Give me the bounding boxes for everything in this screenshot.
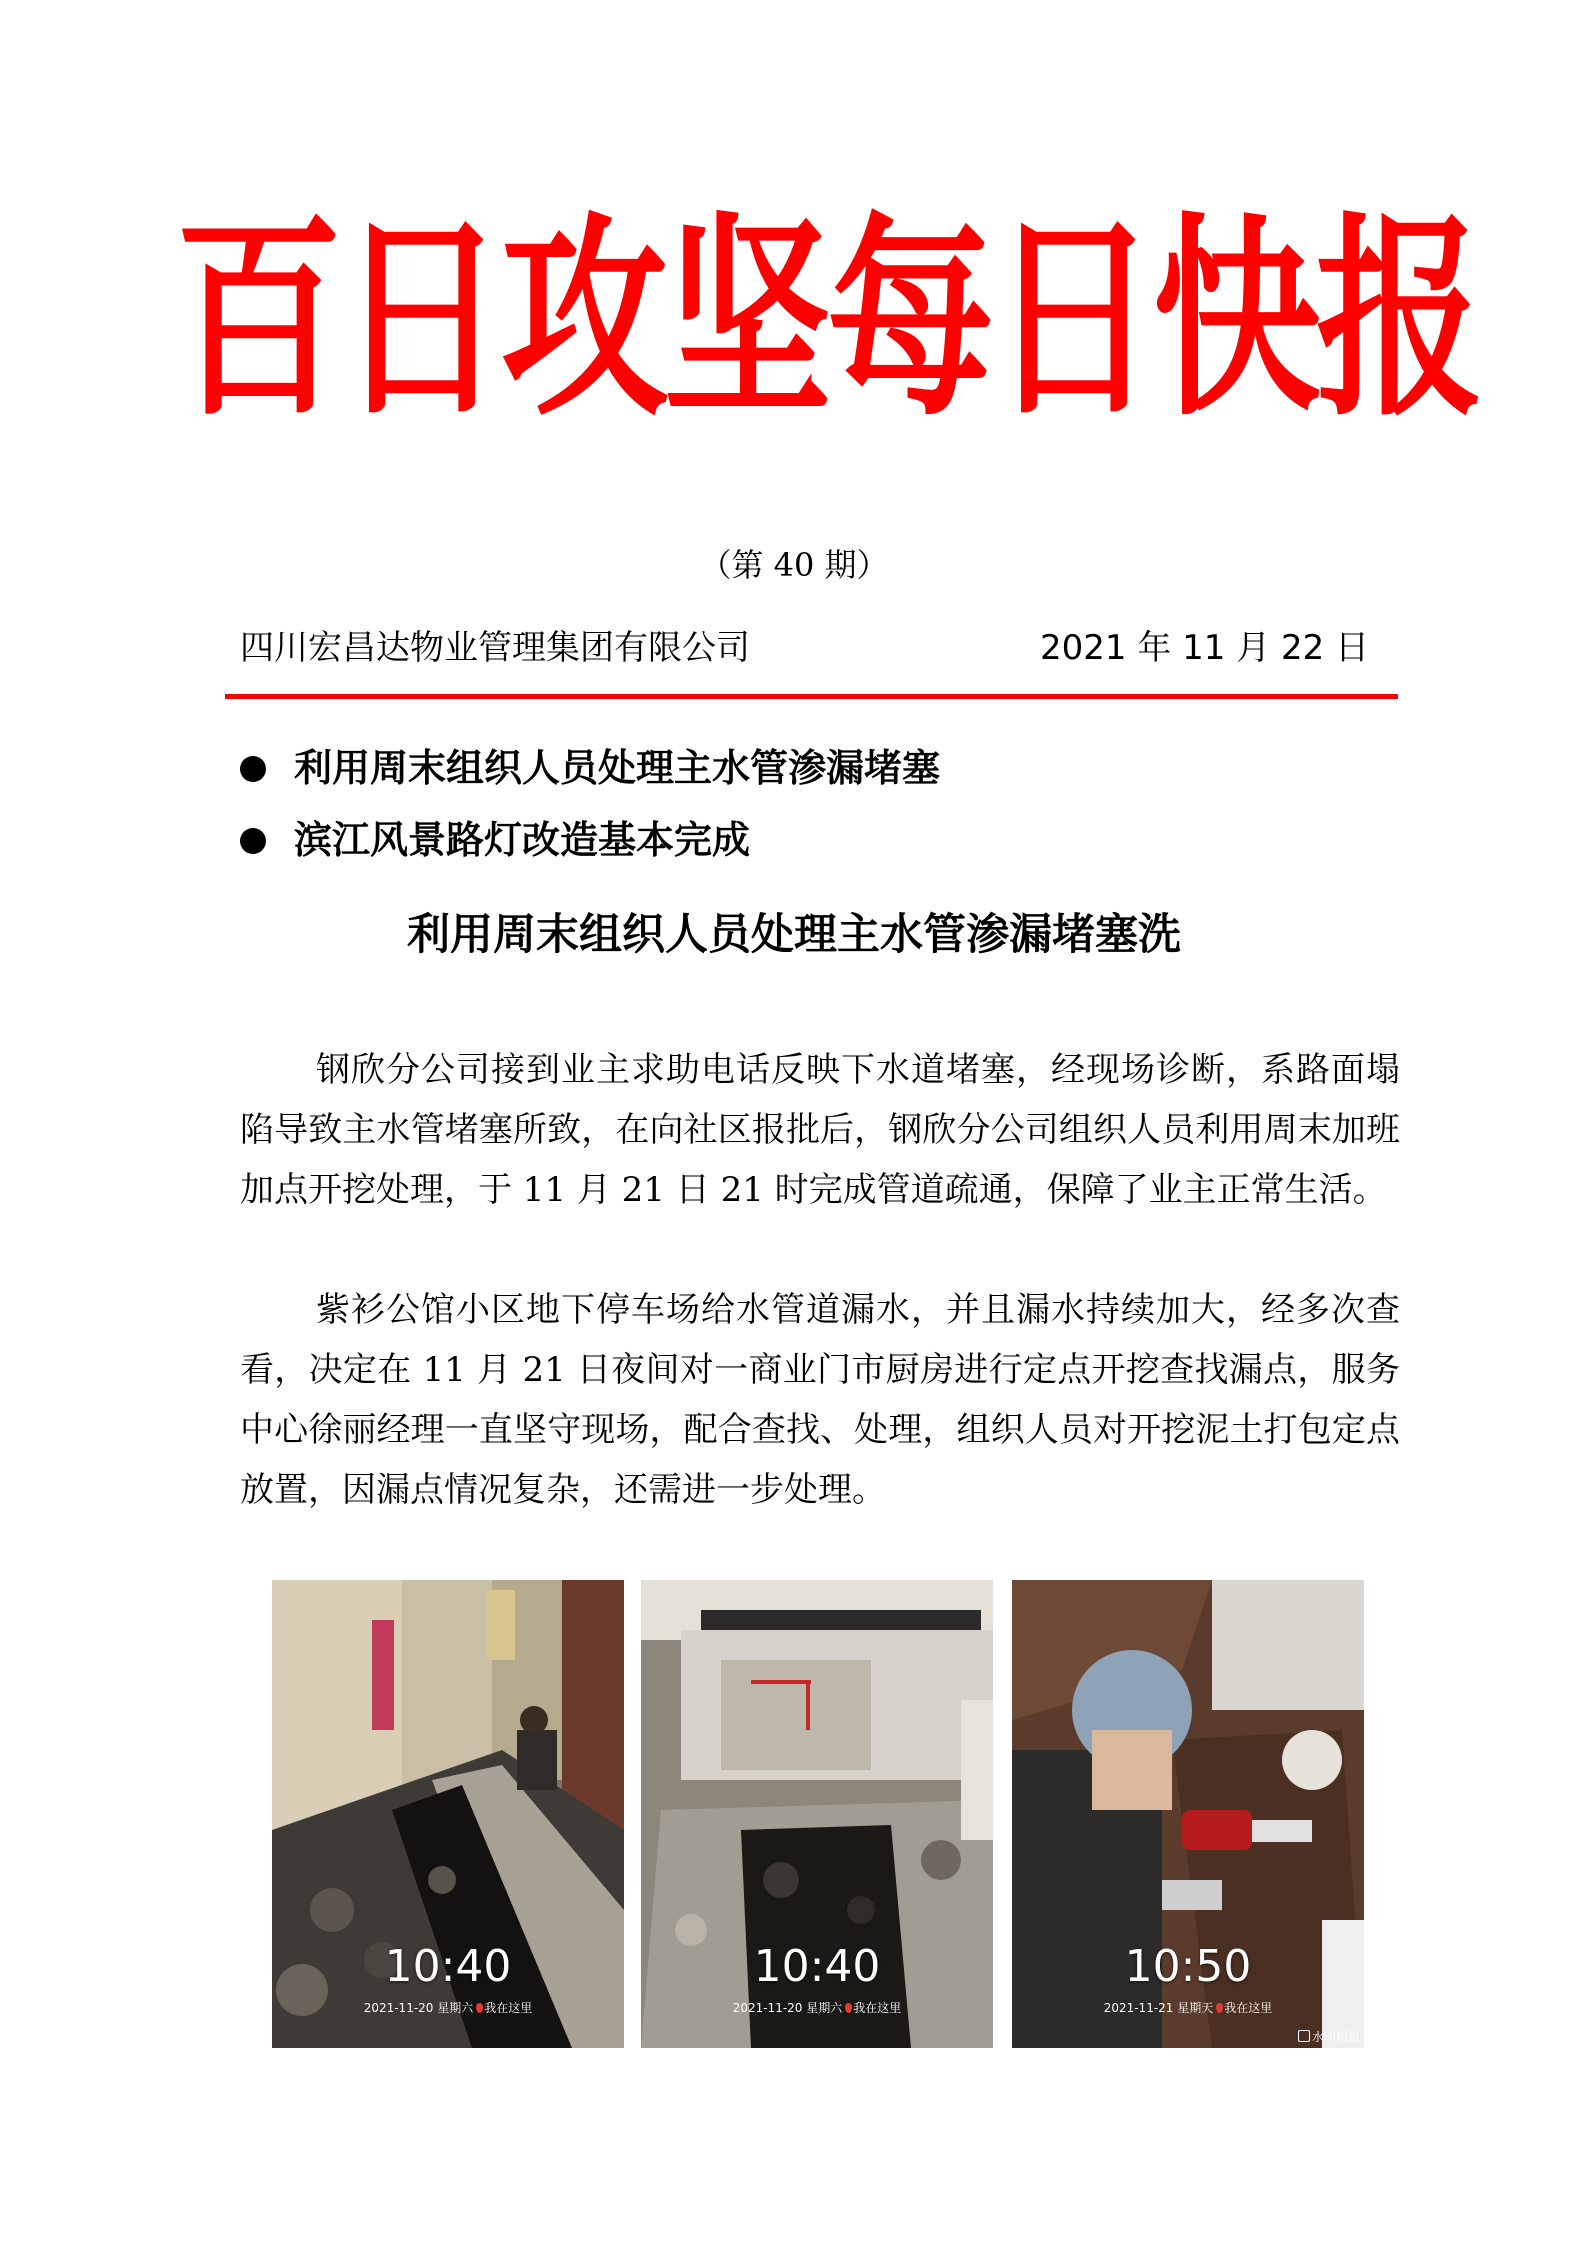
photo-excavation-hallway <box>272 1580 624 2048</box>
location-pin-icon <box>1216 2003 1223 2013</box>
photo-excavation-kitchen <box>641 1580 993 2048</box>
photo-time: 10:50 <box>1124 1941 1252 1992</box>
photo-date: 2021-11-20 <box>363 2001 434 2015</box>
photo-meta <box>641 2000 993 2016</box>
header-divider <box>225 694 1398 699</box>
photo-time: 10:40 <box>384 1941 512 1992</box>
headline-item <box>240 732 940 804</box>
photo-meta <box>1012 2000 1364 2016</box>
headline-item <box>240 804 940 876</box>
photo-weekday: 星期六 <box>806 2001 843 2015</box>
masthead-title: 百日攻坚每日快报 <box>174 194 1479 445</box>
headline-text: 滨江风景路灯改造基本完成 <box>294 818 751 862</box>
photo-location: 我在这里 <box>1224 2001 1273 2015</box>
photo-date: 2021-11-20 <box>732 2001 803 2015</box>
watermark-text: 水印相机 <box>1311 2030 1360 2044</box>
publish-date: 2021 年 11 月 22 日 <box>1040 628 1370 668</box>
camera-icon <box>1298 2030 1310 2042</box>
photo-location: 我在这里 <box>484 2001 533 2015</box>
headline-text: 利用周末组织人员处理主水管渗漏堵塞 <box>294 746 941 790</box>
photo-location: 我在这里 <box>853 2001 902 2015</box>
company-name: 四川宏昌达物业管理集团有限公司 <box>240 628 750 668</box>
article-paragraph: 紫衫公馆小区地下停车场给水管道漏水，并且漏水持续加大，经多次查看，决定在 11 月 21 日夜间对一商业门市厨房进行定点开挖查找漏点，服务中心徐丽经理一直坚守现场，配合查找、处理，组织人员对开挖泥土打包定点放置，因漏点情况复杂，还需进一步处理。 <box>240 1290 1400 1510</box>
article-title: 利用周末组织人员处理主水管渗漏堵塞洗 <box>407 910 1181 960</box>
issue-number: （第 40 期） <box>699 546 889 584</box>
camera-watermark <box>1298 2030 1360 2044</box>
photo-weekday: 星期天 <box>1177 2001 1214 2015</box>
photo-meta <box>272 2000 624 2016</box>
article-paragraph: 钢欣分公司接到业主求助电话反映下水道堵塞，经现场诊断，系路面塌陷导致主水管堵塞所致，在向社区报批后，钢欣分公司组织人员利用周末加班加点开挖处理，于 11 月 21 日 21 时完成管道疏通，保障了业主正常生活。 <box>240 1050 1400 1210</box>
headline-list <box>240 732 940 876</box>
bullet-icon <box>240 756 266 782</box>
location-pin-icon <box>845 2003 852 2013</box>
photo-weekday: 星期六 <box>437 2001 474 2015</box>
photo-pipe-repair <box>1012 1580 1364 2048</box>
photo-time: 10:40 <box>753 1941 881 1992</box>
photo-strip <box>272 1580 1364 2048</box>
location-pin-icon <box>476 2003 483 2013</box>
photo-date: 2021-11-21 <box>1103 2001 1174 2015</box>
bullet-icon <box>240 828 266 854</box>
